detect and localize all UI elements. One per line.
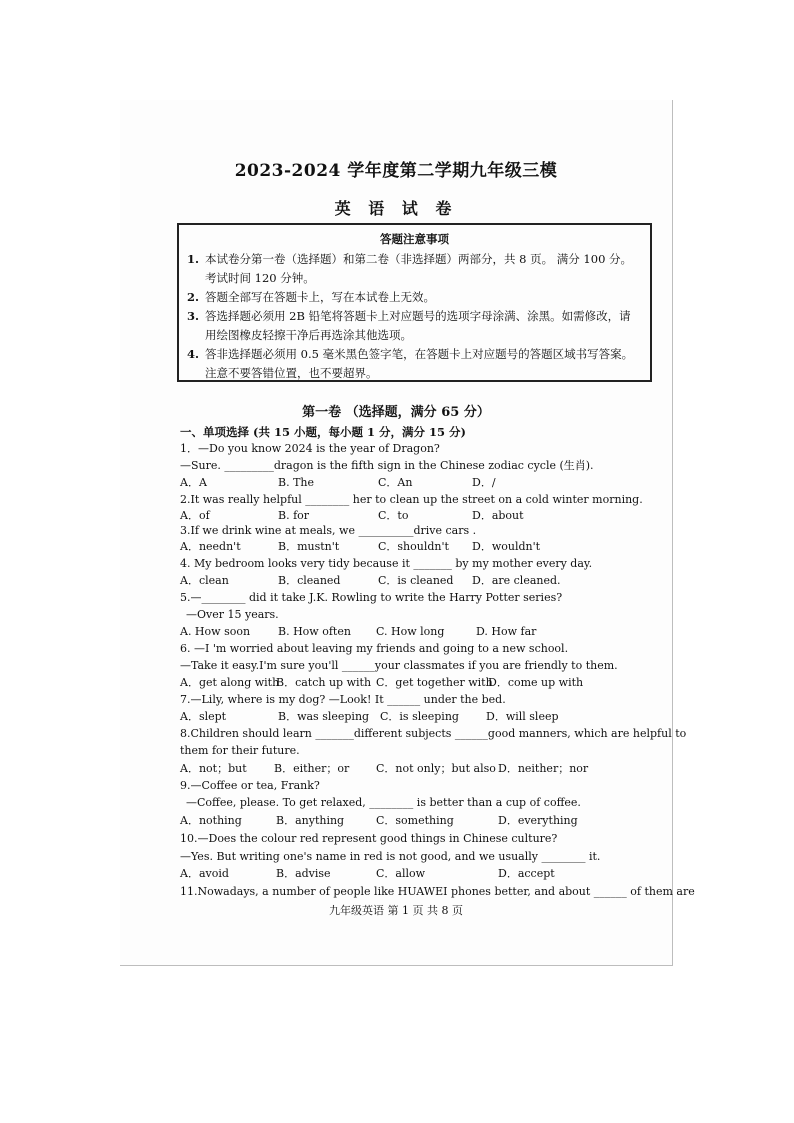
option-c: C．to [378,509,409,522]
question-7-stem: 7.—Lily, where is my dog? —Look! It ______ under the bed. [180,693,506,706]
option-c: C．get together with [376,676,493,689]
option-a: A．clean [180,574,229,587]
exam-subtitle: 英 语 试 卷 [334,199,458,218]
option-d: D．everything [498,814,578,827]
question-5-stem: 5.—________ did it take J.K. Rowling to write the Harry Potter series? [180,591,563,604]
question-8-stem: 8.Children should learn _______different subjects ______good manners, which are helpful to [180,727,687,740]
notice-item-text: 答非选择题必须用 0.5 毫米黑色签字笔，在答题卡上对应题号的答题区域书写答案。注意不要答错位置，也不要超界。 [205,347,634,380]
notice-item [187,288,642,307]
notice-item-number: 1. [187,252,200,266]
option-b: B．advise [276,867,331,880]
notice-item-text: 答选择题必须用 2B 铅笔将答题卡上对应题号的选项字母涂满、涂黑。如需修改，请用绘图橡皮轻擦干净后再选涂其他选项。 [205,309,631,342]
question-9-line-2: —Coffee, please. To get relaxed, ________ is better than a cup of coffee. [186,796,581,809]
option-a: A. How soon [180,625,251,638]
option-b: B．anything [276,814,345,827]
option-b: B．was sleeping [278,710,370,723]
notice-item-text: 本试卷分第一卷（选择题）和第二卷（非选择题）两部分，共 8 页。 满分 100 分。考试时间 120 分钟。 [205,252,633,285]
question-9-stem: 9.—Coffee or tea, Frank? [180,779,320,792]
option-b: B．either；or [274,762,350,775]
notice-item [187,345,642,383]
option-c: C．allow [376,867,426,880]
option-a: A．not；but [180,762,247,775]
option-d: D．neither；nor [498,762,589,775]
question-8-line-2: them for their future. [180,744,300,757]
exam-title: 2023-2024 学年度第二学期九年级三模 [234,161,558,181]
notice-box [177,223,652,382]
option-c: C．An [378,476,413,489]
option-d: D. How far [476,625,537,638]
option-c: C．shouldn't [378,540,449,553]
option-a: A．avoid [180,867,229,880]
option-d: D．are cleaned. [472,574,561,587]
option-d: D．about [472,509,524,522]
question-3-stem: 3.If we drink wine at meals, we __________drive cars . [180,524,477,537]
option-a: A．slept [180,710,227,723]
option-a: A．of [180,509,210,522]
question-1-line-2: —Sure. _________dragon is the fifth sign in the Chinese zodiac cycle (生肖). [180,459,594,472]
option-a: A．needn't [180,540,241,553]
option-c: C．is sleeping [380,710,459,723]
question-6-line-2: —Take it easy.I'm sure you'll ______your classmates if you are friendly to them. [180,659,618,672]
page-footer: 九年级英语 第 1 页 共 8 页 [329,904,463,917]
question-10-line-2: —Yes. But writing one's name in red is not good, and we usually ________ it. [180,850,601,863]
option-b: B. for [278,509,310,522]
section-heading: 第一卷 （选择题，满分 65 分） [302,405,490,420]
notice-item-text: 答题全部写在答题卡上，写在本试卷上无效。 [205,290,435,304]
option-a: A．A [180,476,207,489]
option-a: A．nothing [180,814,242,827]
option-b: B．cleaned [278,574,341,587]
question-6-stem: 6. —I 'm worried about leaving my friends and going to a new school. [180,642,569,655]
question-11-stem: 11.Nowadays, a number of people like HUAWEI phones better, and about ______ of them are [180,885,695,898]
option-d: D．accept [498,867,555,880]
notice-item [187,250,642,288]
option-c: C. How long [376,625,445,638]
option-a: A．get along with [180,676,280,689]
question-2-stem: 2.It was really helpful ________ her to clean up the street on a cold winter morning. [180,493,643,506]
notice-item-number: 3. [187,309,200,323]
notice-title: 答题注意事项 [380,232,449,246]
option-b: B. The [278,476,315,489]
option-c: C．is cleaned [378,574,454,587]
option-d: D．wouldn't [472,540,541,553]
option-d: D．will sleep [486,710,559,723]
question-4-stem: 4. My bedroom looks very tidy because it _______ by my mother every day. [180,557,593,570]
notice-item-number: 2. [187,290,200,304]
part-heading: 一、单项选择 (共 15 小题，每小题 1 分，满分 15 分) [180,425,466,439]
option-b: B．mustn't [278,540,340,553]
question-1-stem: 1．—Do you know 2024 is the year of Dragon? [180,442,440,455]
option-d: D．/ [472,476,496,489]
notice-item [187,307,642,345]
question-5-line-2: —Over 15 years. [186,608,279,621]
option-c: C．something [376,814,454,827]
option-c: C．not only；but also [376,762,496,775]
option-b: B．catch up with [276,676,372,689]
question-10-stem: 10.—Does the colour red represent good things in Chinese culture? [180,832,558,845]
option-d: D．come up with [488,676,584,689]
option-b: B. How often [278,625,351,638]
notice-item-number: 4. [187,347,200,361]
